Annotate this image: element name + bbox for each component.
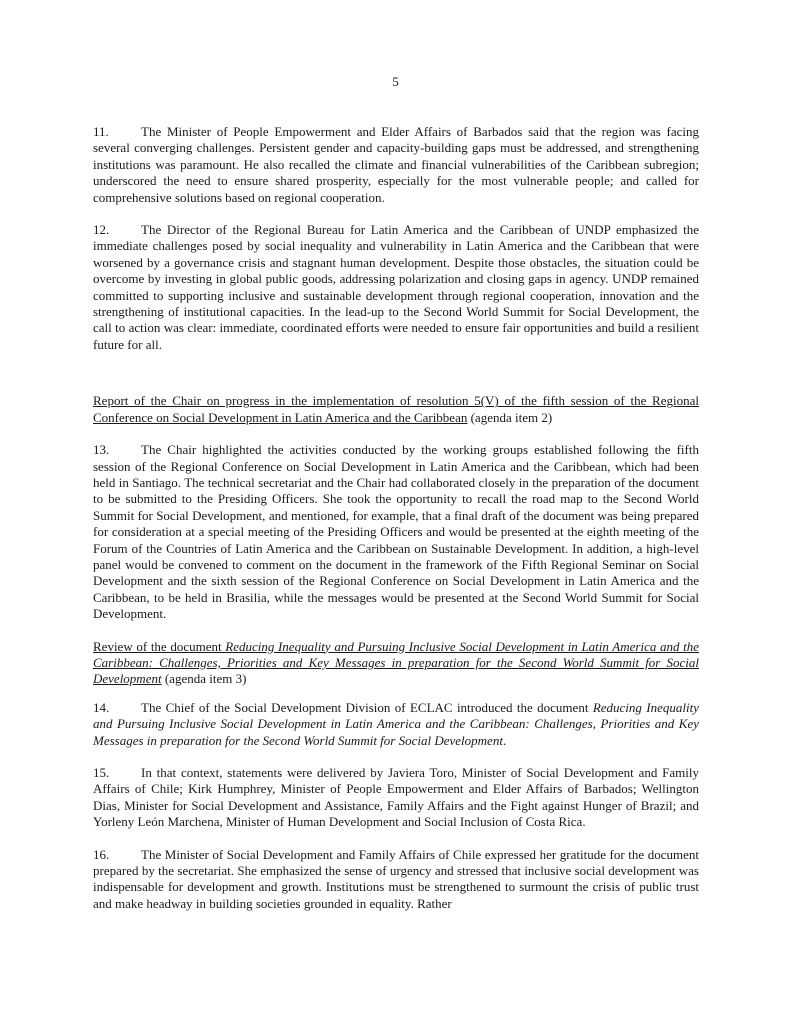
paragraph-number: 15. [93, 765, 110, 780]
paragraph-15 [93, 765, 699, 831]
agenda-item-3-heading [93, 639, 699, 688]
agenda-item-2-heading [93, 393, 699, 426]
paragraph-number: 16. [93, 846, 110, 862]
page-number: 5 [392, 74, 399, 89]
paragraph-number: 11. [93, 124, 109, 139]
paragraph-text: The Minister of People Empowerment and Elder Affairs of Barbados said that the region was facing several converging challenges. Persistent gender and capacity-building gaps must be addressed, and strengthening institutions was paramount. He also recalled the climate and financial vulnerabilities of the Caribbean subregion; underscored the need to ensure shared prosperity, especially for the most vulnerable people; and called for comprehensive solutions based on regional cooperation. [93, 124, 699, 205]
agenda-item-2-title: Report of the Chair on progress in the implementation of resolution 5(V) of the fifth session of the Regional Conference on Social Development in Latin America and the Caribbean [93, 393, 699, 425]
paragraph-number: 13. [93, 442, 110, 458]
paragraph-13 [93, 442, 699, 622]
paragraph-number: 14. [93, 699, 110, 715]
paragraph-text-end: . [502, 732, 507, 748]
paragraph-text: The Chief of the Social Development Division of ECLAC introduced the document [141, 699, 593, 715]
paragraph-16 [93, 847, 699, 913]
paragraph-11 [93, 124, 699, 206]
paragraph-text: The Director of the Regional Bureau for Latin America and the Caribbean of UNDP emphasized the immediate challenges posed by social inequality and vulnerability in Latin America and the Caribbean that were worsened by a governance crisis and stagnant human development. Despite those obstacles, the situation could be overcome by investing in global public goods, addressing polarization and closing gaps in agency. UNDP remained committed to supporting inclusive and sustainable development through regional cooperation, innovation and the strengthening of institutional capacities. In the lead-up to the Second World Summit for Social Development, the call to action was clear: immediate, coordinated efforts were needed to ensure fair opportunities and build a resilient future for all. [93, 222, 699, 352]
paragraph-14 [93, 700, 699, 749]
agenda-item-3-document-title: Reducing Inequality and Pursuing Inclusive Social Development in Latin America and the Caribbean: Challenges, Priorities and Key Messages in preparation for the Second World Summit for Social Development [93, 638, 700, 687]
paragraph-text: The Chair highlighted the activities conducted by the working groups established following the fifth session of the Regional Conference on Social Development in Latin America and the Caribbean, which had been held in Santiago. The technical secretariat and the Chair had collaborated closely in the preparation of the document to be submitted to the Presiding Officers. She took the opportunity to recall the road map to the Second World Summit for Social Development, and mentioned, for example, that a final draft of the document was being prepared for consideration at a special meeting of the Presiding Officers and would be presented at the eighth meeting of the Forum of the Countries of Latin America and the Caribbean on Sustainable Development. In addition, a high-level panel would be convened to comment on the document in the framework of the Fifth Regional Seminar on Social Development and the sixth session of the Regional Conference on Social Development in Latin America and the Caribbean, to be held in Brasilia, while the messages would be presented at the Second World Summit for Social Development. [93, 442, 699, 622]
agenda-item-3-title-prefix: Review of the document [93, 638, 226, 654]
paragraph-number: 12. [93, 222, 110, 238]
agenda-item-2-label: (agenda item 2) [467, 409, 553, 425]
document-body [93, 124, 699, 928]
agenda-item-3-label: (agenda item 3) [161, 671, 247, 687]
paragraph-text: In that context, statements were delivered by Javiera Toro, Minister of Social Development and Family Affairs of Chile; Kirk Humphrey, Minister of People Empowerment and Elder Affairs of Barbados; Wellington Dias, Minister for Social Development and Assistance, Family Affairs and the Fight against Hunger of Brazil; and Yorleny León Marchena, Minister of Human Development and Social Inclusion of Costa Rica. [93, 765, 699, 830]
paragraph-12 [93, 222, 699, 353]
paragraph-text: The Minister of Social Development and Family Affairs of Chile expressed her gratitude for the document prepared by the secretariat. She emphasized the sense of urgency and stressed that inclusive social development was indispensable for development and growth. Institutions must be strengthened to surmount the crisis of public trust and make headway in building societies grounded in equality. Rather [93, 846, 699, 911]
document-title-italic: Reducing Inequality and Pursuing Inclusive Social Development in Latin America and the Caribbean: Challenges, Priorities and Key Messages in preparation for the Second World Summit for Social Development [93, 699, 699, 748]
section-spacer [93, 369, 699, 393]
